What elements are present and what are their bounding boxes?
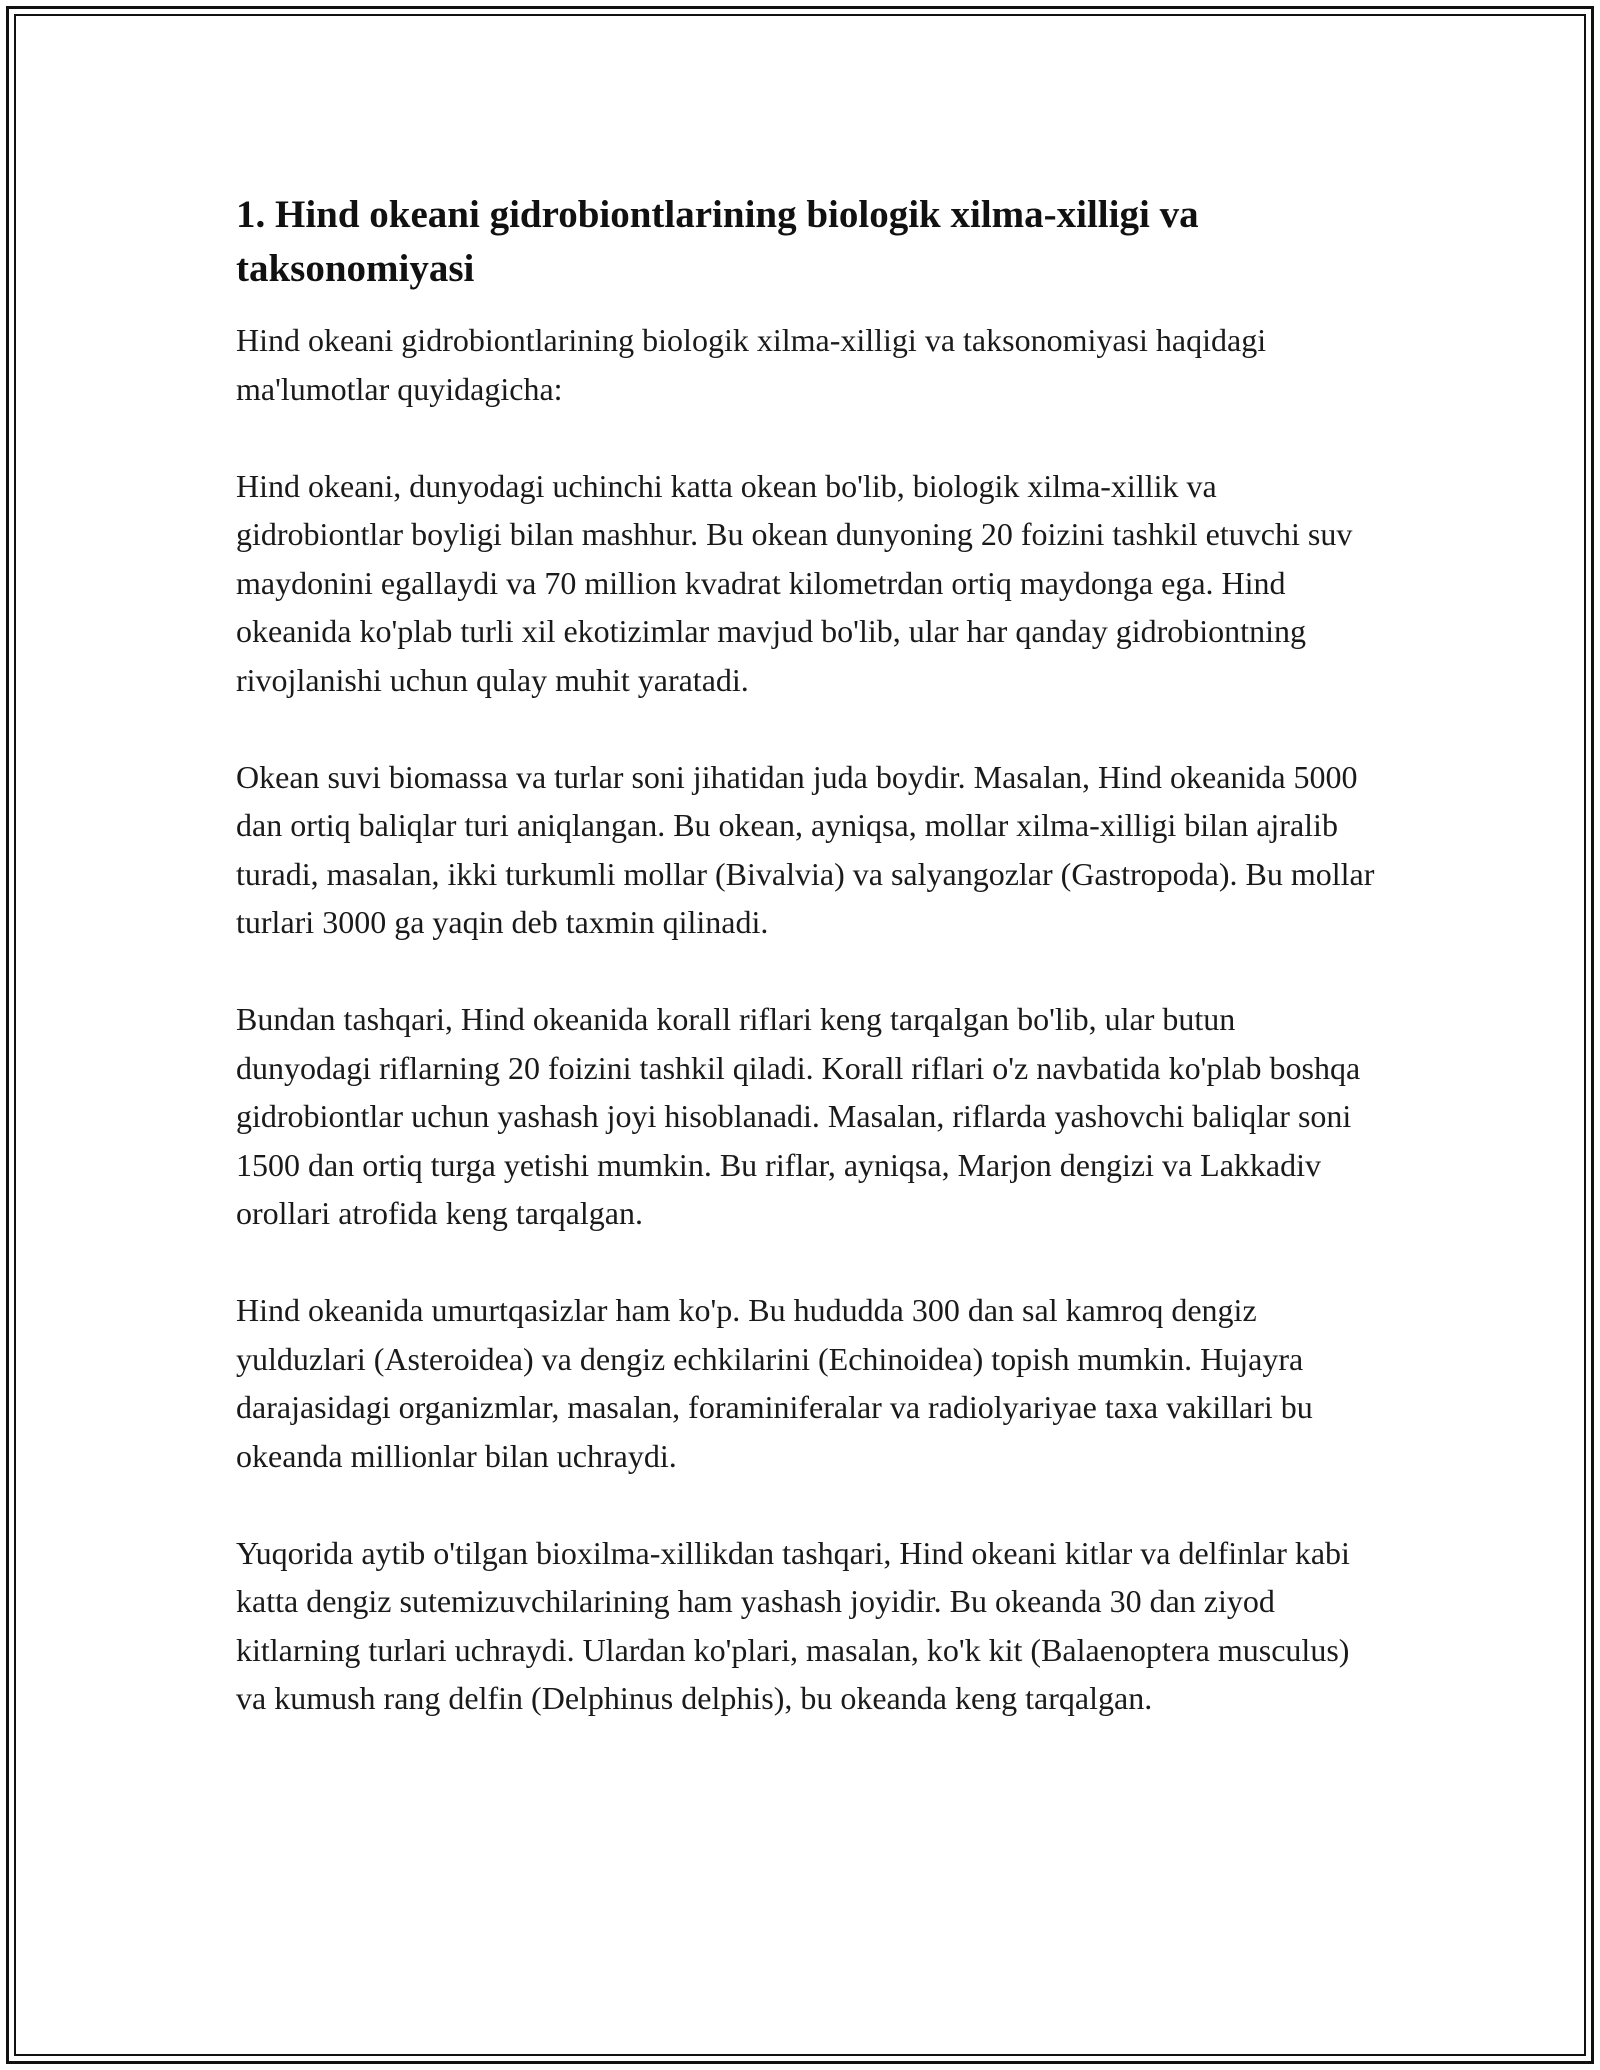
paragraph-intro: Hind okeani gidrobiontlarining biologik xilma-xilligi va taksonomiyasi haqidagi ma'lumotlar quyidagicha:	[236, 322, 1267, 407]
paragraph-biomass: Okean suvi biomassa va turlar soni jihatidan juda boydir. Masalan, Hind okeanida 5000 dan ortiq baliqlar turi aniqlangan. Bu okean, ayniqsa, mollar xilma-xilligi bilan ajralib turadi, masalan, ikki turkumli mollar (Bivalvia) va salyangozlar (Gastropoda). Bu mollar turlari 3000 ga yaqin deb taxmin qilinadi.	[236, 758, 1375, 940]
paragraph-mammals: Yuqorida aytib o'tilgan bioxilma-xillikdan tashqari, Hind okeani kitlar va delfinlar kabi katta dengiz sutemizuvchilarining ham yashash joyidir. Bu okeanda 30 dan ziyod kitlarning turlari uchraydi. Ulardan ko'plari, masalan, ko'k kit (Balaenoptera musculus) va kumush rang delfin (Delphinus delphis), bu okeanda keng tarqalgan.	[236, 1534, 1350, 1716]
paragraph-invertebrates: Hind okeanida umurtqasizlar ham ko'p. Bu hududda 300 dan sal kamroq dengiz yulduzlari (Asteroidea) va dengiz echkilarini (Echinoidea) topish mumkin. Hujayra darajasidagi organizmlar, masalan, foraminiferalar va radiolyariyae taxa vakillari bu okeanda millionlar bilan uchraydi.	[236, 1292, 1313, 1474]
document-title: 1. Hind okeani gidrobiontlarining biologik xilma-xilligi va taksonomiyasi	[236, 193, 1199, 290]
paragraph-coral-reefs: Bundan tashqari, Hind okeanida korall riflari keng tarqalgan bo'lib, ular butun dunyodagi riflarning 20 foizini tashkil qiladi. Korall riflari o'z navbatida ko'plab boshqa gidrobiontlar uchun yashash joyi hisoblanadi. Masalan, riflarda yashovchi baliqlar soni 1500 dan ortiq turga yetishi mumkin. Bu riflar, ayniqsa, Marjon dengizi va Lakkadiv orollari atrofida keng tarqalgan.	[236, 1001, 1361, 1231]
document-body	[236, 188, 1376, 1771]
paragraph-overview: Hind okeani, dunyodagi uchinchi katta okean bo'lib, biologik xilma-xillik va gidrobiontlar boyligi bilan mashhur. Bu okean dunyoning 20 foizini tashkil etuvchi suv maydonini egallaydi va 70 million kvadrat kilometrdan ortiq maydonga ega. Hind okeanida ko'plab turli xil ekotizimlar mavjud bo'lib, ular har qanday gidrobiontning rivojlanishi uchun qulay muhit yaratadi.	[236, 467, 1353, 698]
